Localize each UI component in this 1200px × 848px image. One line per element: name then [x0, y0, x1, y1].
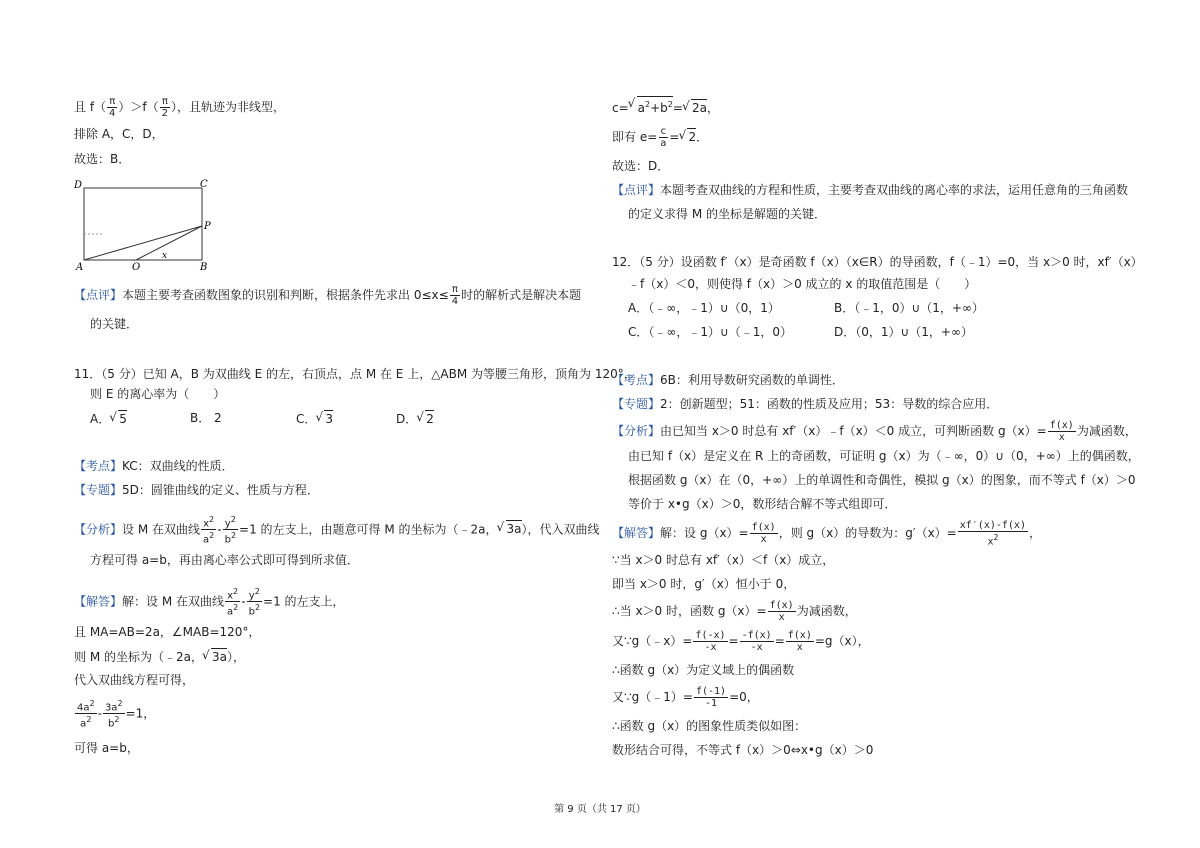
- fraction: [450, 284, 460, 307]
- step-6: [612, 686, 759, 709]
- line-exclude: 排除 A，C，D，: [74, 127, 164, 141]
- numerator: f(x): [787, 630, 812, 641]
- fraction: [658, 126, 668, 149]
- text: =1 的左支上，: [263, 594, 345, 609]
- text: 本题考查双曲线的方程和性质，主要考查双曲线的离心率的求法，运用任意角的三角函数: [660, 183, 1129, 197]
- jieda-line: [612, 520, 1041, 547]
- fenxi-cont-1: 由已知 f（x）是定义在 R 上的奇函数，可证明 g（x）为（﹣∞，0）∪（0，+∞）上的偶函数，: [628, 449, 1140, 463]
- step-3: [612, 600, 857, 623]
- denominator: -1: [704, 698, 718, 709]
- q11-option-c: [296, 410, 333, 427]
- q11-option-b: B． 2: [190, 411, 222, 425]
- label: C．: [296, 412, 317, 426]
- denominator: -x: [704, 642, 717, 653]
- label-p: P: [204, 221, 211, 232]
- text: =1，: [125, 706, 156, 721]
- tag: 【考点】: [74, 459, 123, 473]
- tag: 【专题】: [612, 397, 661, 411]
- denominator: $b^2$: [248, 603, 261, 618]
- q11-option-a: [90, 410, 127, 427]
- numerator: f(x): [769, 600, 794, 611]
- text: c=: [612, 101, 629, 115]
- sqrt: √ 2: [687, 128, 696, 145]
- numerator: $y^2$: [224, 515, 236, 530]
- denominator: x: [1058, 432, 1065, 443]
- text: ，: [706, 101, 719, 115]
- step-2: 即当 x＞0 时，g′（x）恒小于 0，: [612, 577, 796, 591]
- text: 且 f（: [74, 100, 107, 114]
- line-eq: $\frac{4a^2}{a^2}$ - $\frac{3a^2}{b^2}$ =1，: [77, 699, 156, 730]
- numerator: xf′(x)-f(x): [959, 520, 1026, 531]
- numerator: $3a^2$: [104, 699, 123, 714]
- denominator: $a^2$: [203, 531, 215, 546]
- tag: 【点评】: [74, 288, 123, 302]
- page-footer: 第 9 页（共 17 页）: [554, 804, 646, 815]
- sqrt: √ 5: [118, 410, 127, 427]
- fraction: [107, 96, 117, 119]
- denominator: 4: [109, 108, 116, 119]
- denominator: 4: [451, 296, 459, 307]
- text: 设 M 在双曲线: [122, 522, 200, 537]
- q11-stem: 11．（5 分）已知 A，B 为双曲线 E 的左，右顶点，点 M 在 E 上，△ABM 为等腰三角形，顶角为 120°，: [74, 367, 636, 381]
- denominator: $a^2$: [227, 603, 239, 618]
- fraction: [223, 514, 238, 546]
- segment-ap: [84, 226, 202, 260]
- numerator: $4a^2$: [77, 699, 95, 714]
- text: 6B：利用导数研究函数的单调性．: [660, 373, 844, 387]
- text: 又∵g（﹣1）=: [612, 690, 693, 704]
- numerator: π: [109, 96, 116, 107]
- numerator: $x^2$: [227, 587, 239, 602]
- tag: 【专题】: [74, 483, 123, 497]
- numerator: $x^2$: [203, 515, 215, 530]
- numerator: f(-1): [695, 686, 727, 697]
- text: =: [728, 634, 739, 648]
- label-a: A: [76, 262, 84, 270]
- fenxi-cont-2: 根据函数 g（x）在（0，+∞）上的单调性和奇偶性，模拟 g（x）的图象，而不等式 f（x）＞0: [628, 473, 1136, 487]
- text: ），: [226, 650, 245, 664]
- fraction: [694, 686, 728, 709]
- text: ）＞f（: [118, 100, 159, 114]
- text: =0，: [729, 690, 759, 704]
- fenxi-cont-3: 等价于 x•g（x）＞0，数形结合解不等式组即可．: [628, 497, 897, 511]
- step-8: 数形结合可得，不等式 f（x）＞0⇔x•g（x）＞0: [612, 743, 874, 757]
- fraction: [225, 586, 240, 618]
- fraction: [768, 600, 796, 623]
- line-mcoord: [74, 648, 245, 665]
- fraction: [201, 514, 216, 546]
- denominator: $a^2$: [80, 715, 92, 730]
- fenxi-line: 【分析】设 M 在双曲线 $\frac{x^2}{a^2}$ - $\frac{y^2}{b^2}$ =1 的左支上，由题意可得 M 的坐标为（﹣2a，√ 3a），代入双曲线: [74, 514, 600, 546]
- q11-option-d: [396, 410, 434, 427]
- fraction: [160, 96, 170, 119]
- fraction: [786, 630, 814, 653]
- step-5: ∴函数 g（x）为定义域上的偶函数: [612, 663, 795, 677]
- fraction: [247, 586, 262, 618]
- zhuanti-line: [74, 482, 319, 498]
- denominator: x: [796, 642, 803, 653]
- text: 即有 e=: [612, 130, 658, 144]
- denominator: -x: [750, 642, 763, 653]
- text: =: [774, 634, 785, 648]
- label-x: x: [162, 251, 168, 261]
- label-c: C: [200, 179, 208, 190]
- tag: 【考点】: [612, 373, 661, 387]
- label: A．: [90, 412, 111, 426]
- label-b: B: [200, 262, 208, 270]
- den-text: x: [987, 536, 994, 548]
- line-e-value: [612, 126, 708, 149]
- text: 为减函数，: [1076, 424, 1137, 438]
- denominator: $b^2$: [224, 531, 237, 546]
- tag: 【解答】: [612, 526, 661, 541]
- text: =: [672, 101, 683, 115]
- denominator: 2: [161, 108, 169, 119]
- text: ，: [1028, 526, 1041, 541]
- zhuanti-line: [612, 396, 998, 412]
- q12-option-a: A．（﹣∞，﹣1）∪（0，1）: [628, 301, 780, 315]
- numerator: f(x): [1049, 420, 1074, 431]
- line-c-value: [612, 96, 719, 116]
- jieda-line: 【解答】解：设 M 在双曲线 $\frac{x^2}{a^2}$ - $\frac{y^2}{b^2}$ =1 的左支上，: [74, 587, 345, 618]
- sqrt: √ $a^2+b^2$: [637, 96, 673, 116]
- numerator: f(x): [751, 522, 776, 534]
- fraction: [1048, 420, 1076, 443]
- text: ），且轨迹为非线型，: [171, 100, 286, 114]
- tag: 【解答】: [74, 594, 123, 609]
- dianping-cont: 的关键．: [90, 317, 139, 331]
- fraction: [693, 630, 727, 653]
- text: 则 M 的坐标为（﹣2a，: [74, 650, 203, 664]
- text: =1 的左支上，由题意可得 M 的坐标为（﹣2a，: [239, 522, 498, 537]
- text: ．: [696, 130, 709, 144]
- numerator: c: [660, 126, 667, 137]
- text: 2：创新题型；51：函数的性质及应用；53：导数的综合应用．: [660, 397, 999, 411]
- numerator: f(-x): [695, 630, 726, 641]
- tag: 【分析】: [612, 424, 661, 438]
- sqrt: √ 3: [324, 410, 333, 427]
- q12-option-c: C．（﹣∞，﹣1）∪（﹣1，0）: [628, 325, 793, 339]
- sqrt: √ 2: [425, 410, 434, 427]
- denominator: x: [760, 534, 767, 546]
- fraction: [750, 522, 778, 545]
- numerator: π: [451, 284, 458, 295]
- dianping-line: [612, 182, 1128, 198]
- tag: 【分析】: [74, 522, 123, 537]
- line-answer-d: 故选：D．: [612, 159, 670, 173]
- geometry-figure: [74, 178, 224, 270]
- denominator: $b^2$: [108, 715, 120, 730]
- q12-stem: 12．（5 分）设函数 f′（x）是奇函数 f（x）（x∈R）的导函数，f（﹣1）=0，当 x＞0 时，xf′（x）: [612, 255, 1143, 269]
- numerator: $y^2$: [248, 587, 260, 602]
- line-inequality: [74, 96, 285, 119]
- label: D．: [396, 412, 418, 426]
- dianping-line: [74, 284, 581, 307]
- text: 又∵g（﹣x）=: [612, 634, 693, 648]
- sqrt: √ 3a: [211, 648, 227, 665]
- kaodian-line: [74, 458, 234, 474]
- denominator: a: [660, 138, 667, 149]
- sqrt: √ 2a: [691, 99, 707, 116]
- tag: 【点评】: [612, 183, 661, 197]
- q12-option-b: B．（﹣1，0）∪（1，+∞）: [834, 301, 984, 315]
- text: =g（x），: [814, 634, 870, 648]
- denominator: $x^2$: [987, 533, 999, 548]
- numerator: π: [161, 96, 168, 107]
- kaodian-line: [612, 372, 844, 388]
- q12-stem-2: ﹣f（x）＜0，则使得 f（x）＞0 成立的 x 的取值范围是（ ）: [628, 277, 977, 291]
- text: ∴当 x＞0 时，函数 g（x）=: [612, 604, 767, 618]
- text: 5D：圆锥曲线的定义、性质与方程．: [122, 483, 319, 497]
- numerator: -f(x): [741, 630, 772, 641]
- line-answer: 故选：B．: [74, 152, 131, 166]
- q12-option-d: D．（0，1）∪（1，+∞）: [834, 325, 973, 339]
- text: 由已知当 x＞0 时总有 xf′（x）﹣f（x）＜0 成立，可判断函数 g（x）=: [660, 424, 1047, 438]
- text: 本题主要考查函数图象的识别和判断，根据条件先求出 0≤x≤: [122, 288, 449, 302]
- fraction: [103, 698, 125, 730]
- step-4: [612, 630, 870, 653]
- text: 为减函数，: [796, 604, 857, 618]
- line-last: 可得 a=b，: [74, 741, 139, 755]
- fenxi-line: [612, 420, 1137, 443]
- sqrt: √ 3a: [506, 520, 522, 537]
- fraction: [75, 698, 97, 730]
- text: =: [669, 130, 680, 144]
- line-sub: 代入双曲线方程可得，: [74, 673, 195, 687]
- text: 解：设 M 在双曲线: [122, 594, 224, 609]
- label-o: O: [132, 262, 141, 270]
- step-1: ∵当 x＞0 时总有 xf′（x）＜f（x）成立，: [612, 553, 835, 567]
- q11-stem-2: 则 E 的离心率为（ ）: [90, 387, 226, 401]
- text: KC：双曲线的性质．: [122, 459, 234, 473]
- fraction: [740, 630, 774, 653]
- text: 时的解析式是解决本题: [461, 288, 582, 302]
- text: ），代入双曲线: [521, 522, 600, 537]
- fenxi-cont: 方程可得 a=b，再由离心率公式即可得到所求值．: [90, 553, 359, 567]
- rectangle: [84, 188, 202, 260]
- step-7: ∴函数 g（x）的图象性质类似如图：: [612, 719, 807, 733]
- text: 解：设 g（x）=: [660, 526, 749, 541]
- line-ma: 且 MA=AB=2a，∠MAB=120°，: [74, 625, 261, 639]
- dianping-cont: 的定义求得 M 的坐标是解题的关键．: [628, 207, 826, 221]
- label-d: D: [74, 180, 83, 191]
- denominator: x: [778, 612, 785, 623]
- text: ，则 g（x）的导数为：g′（x）=: [778, 526, 957, 541]
- segment-op: [136, 226, 202, 260]
- fraction: [958, 520, 1028, 547]
